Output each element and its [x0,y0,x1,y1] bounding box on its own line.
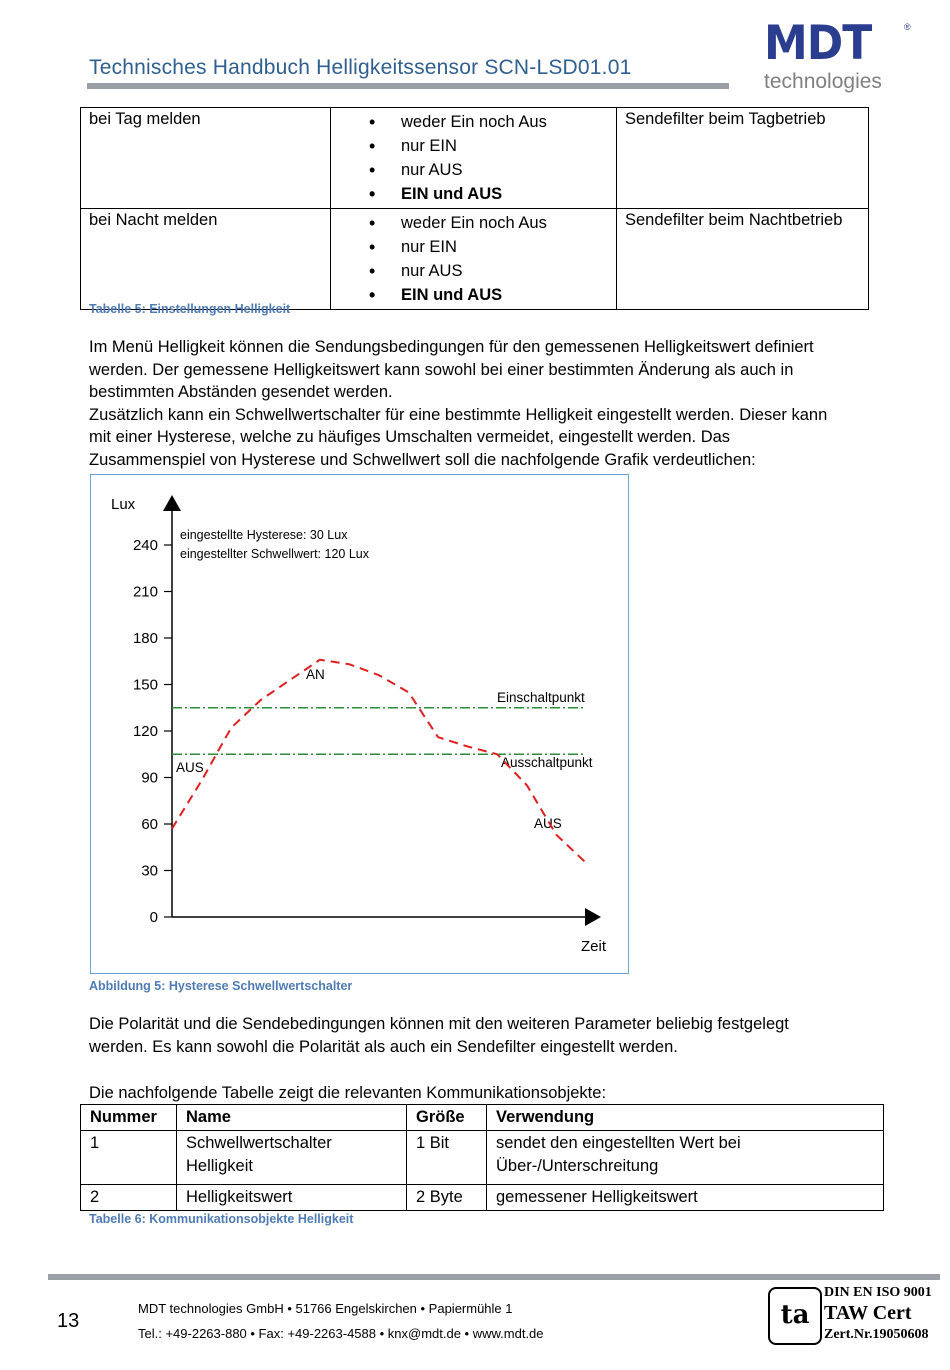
mdt-logo [760,15,920,98]
option-item: • weder Ein noch Aus [401,211,608,235]
annotation-hysterese: eingestellte Hysterese: 30 Lux [180,528,348,542]
einschaltpunkt-label: Einschaltpunkt [497,690,585,705]
annotation-aus-1: AUS [176,760,204,775]
table-row [81,209,869,310]
text-line: werden. Der gemessene Helligkeitswert kann sowohl bei einer bestimmten Änderung als auch in [89,360,794,379]
cert-number: Zert.Nr.19050608 [824,1327,929,1342]
column-header: Verwendung [487,1105,884,1131]
table-row [81,1131,884,1185]
settings-table [80,107,869,310]
y-tick-label: 60 [141,816,158,833]
annotation-an: AN [306,667,325,682]
text-line: bestimmten Abständen gesendet werden. [89,383,393,402]
y-tick-label: 180 [132,630,158,647]
y-tick-label: 210 [132,583,158,601]
table-cell: 1 Bit [407,1131,487,1185]
annotation-schwellwert: eingestellter Schwellwert: 120 Lux [180,547,369,561]
y-tick-label: 0 [149,909,158,926]
logo-registered-mark: ® [904,22,911,32]
y-tick-label: 120 [132,723,158,740]
option-item: • nur AUS [401,158,608,182]
setting-options [331,108,617,209]
company-contact: Tel.: +49-2263-880 • Fax: +49-2263-4588 • knx@mdt.de • www.mdt.de [138,1326,544,1341]
figure-caption: Abbildung 5: Hysterese Schwellwertschalter [89,979,353,993]
table-cell: 2 [81,1185,177,1211]
taw-cert-logo: ta [768,1287,822,1345]
y-tick-label: 30 [141,862,158,880]
text-line: Im Menü Helligkeit können die Sendungsbedingungen für den gemessenen Helligkeitswert definiert [89,338,814,356]
column-header: Nummer [81,1105,177,1131]
option-item: • nur AUS [401,259,608,283]
table-cell: Helligkeitswert [177,1185,407,1211]
y-axis-arrow [163,495,181,511]
text-line: Die Polarität und die Sendebedingungen können mit den weiteren Parameter beliebig festgelegt [89,1015,789,1033]
hysteresis-chart [90,474,629,974]
communication-objects-table [80,1104,884,1211]
table-row [81,108,869,209]
option-item: • nur EIN [401,134,608,158]
option-item: • weder Ein noch Aus [401,110,608,134]
setting-description: Sendefilter beim Tagbetrieb [617,108,869,209]
polarity-paragraph [89,1013,869,1058]
column-header: Name [177,1105,407,1131]
y-tick-label: 240 [132,537,158,554]
table-cell: sendet den eingestellten Wert bei Über-/Unterschreitung [487,1131,884,1185]
option-item-default: • EIN und AUS [401,283,608,307]
table-intro-text: Die nachfolgende Tabelle zeigt die relevanten Kommunikationsobjekte: [89,1084,607,1102]
option-item-default: • EIN und AUS [401,182,608,206]
setting-name: bei Tag melden [81,108,331,209]
setting-description: Sendefilter beim Nachtbetrieb [617,209,869,310]
company-address: MDT technologies GmbH • 51766 Engelskirchen • Papiermühle 1 [138,1301,513,1316]
document-title: Technisches Handbuch Helligkeitssensor SCN-LSD01.01 [89,56,632,79]
cert-standard: DIN EN ISO 9001 [824,1285,932,1300]
threshold-lines [172,708,586,755]
table2-caption: Tabelle 6: Kommunikationsobjekte Helligkeit [89,1212,354,1226]
annotation-aus-2: AUS [534,816,562,831]
text-line: mit einer Hysterese, welche zu häufiges Umschalten vermeidet, eingestellt werden. Das [89,428,731,447]
header-rule [87,83,729,89]
footer-rule [48,1274,940,1280]
ausschaltpunkt-label: Ausschaltpunkt [501,755,593,770]
text-line: Zusammenspiel von Hysterese und Schwellwert soll die nachfolgende Grafik verdeutlichen: [89,450,756,469]
y-tick-label: 150 [132,676,158,694]
option-item: • nur EIN [401,235,608,259]
table-cell: 2 Byte [407,1185,487,1211]
y-axis-label: Lux [111,496,136,513]
setting-options [331,209,617,310]
logo-mark: MDT [764,15,872,72]
chart-svg [91,475,628,973]
text-line: werden. Es kann sowohl die Polarität als auch ein Sendefilter eingestellt werden. [89,1037,678,1056]
table1-caption: Tabelle 5: Einstellungen Helligkeit [89,302,291,316]
iso-certification [768,1285,940,1345]
table-cell: 1 [81,1131,177,1185]
table-cell: gemessener Helligkeitswert [487,1185,884,1211]
page-number: 13 [57,1310,80,1332]
setting-name: bei Nacht melden [81,209,331,310]
x-axis-label: Zeit [581,938,607,955]
text-line: Zusätzlich kann ein Schwellwertschalter für eine bestimmte Helligkeit eingestellt werden. Dieser kann [89,405,828,424]
table-row [81,1185,884,1211]
cert-body: TAW Cert [824,1302,912,1324]
x-axis-arrow [585,908,601,926]
intro-paragraph [89,336,869,472]
column-header: Größe [407,1105,487,1131]
table-header-row [81,1105,884,1131]
y-tick-label: 90 [141,769,158,787]
logo-subtitle: technologies [764,70,882,93]
table-cell: Schwellwertschalter Helligkeit [177,1131,407,1185]
chart-ticks [133,537,172,926]
